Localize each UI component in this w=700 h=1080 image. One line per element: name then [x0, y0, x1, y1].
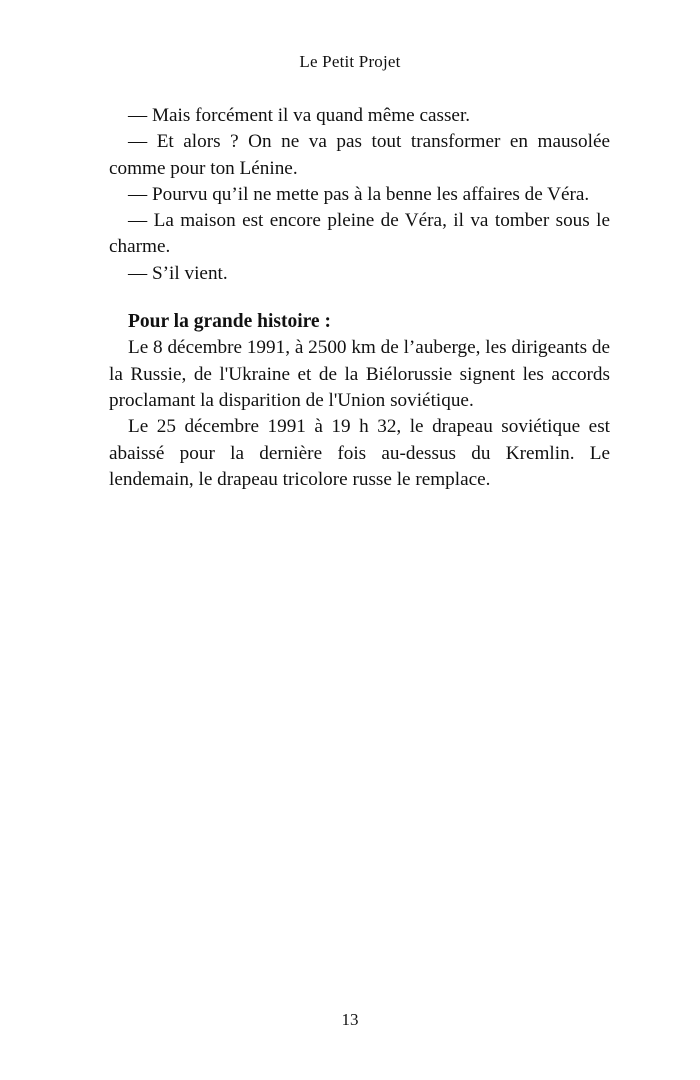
dialogue-line: — Et alors ? On ne va pas tout transformer en mausolée comme pour ton Lénine.	[109, 131, 610, 179]
section-heading: Pour la grande histoire :	[128, 311, 331, 333]
body-text	[109, 103, 610, 493]
dialogue-line: — S’il vient.	[128, 262, 228, 284]
history-paragraph: Le 8 décembre 1991, à 2500 km de l’auberge, les dirigeants de la Russie, de l'Ukraine et de la Biélorussie signent les accords proclamant la disparition de l'Union soviétique.	[109, 337, 610, 411]
dialogue-line: — Pourvu qu’il ne mette pas à la benne les affaires de Véra.	[128, 183, 590, 205]
dialogue-line: — La maison est encore pleine de Véra, il va tomber sous le charme.	[109, 210, 610, 258]
dialogue-line: — Mais forcément il va quand même casser.	[128, 105, 471, 126]
history-paragraph: Le 25 décembre 1991 à 19 h 32, le drapeau soviétique est abaissé pour la dernière fois au-dessus du Kremlin. Le lendemain, le drapeau tricolore russe le remplace.	[109, 416, 610, 490]
page-number: 13	[341, 1010, 359, 1029]
running-header: Le Petit Projet	[299, 52, 401, 71]
